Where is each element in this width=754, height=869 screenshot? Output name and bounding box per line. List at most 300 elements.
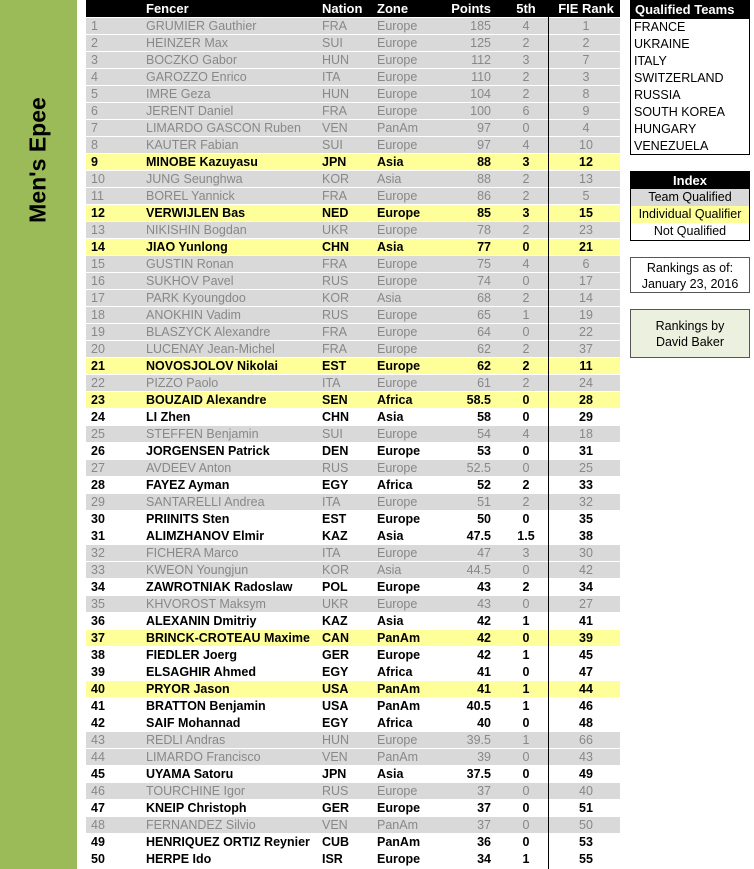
table-row — [86, 697, 620, 714]
row-fie-rank: 28 — [579, 393, 593, 407]
row-rank: 18 — [91, 308, 105, 322]
row-points: 58.5 — [466, 393, 491, 407]
row-fifth: 0 — [522, 767, 530, 781]
table-row — [86, 731, 620, 748]
row-nation: ITA — [322, 495, 341, 509]
row-nation: HUN — [322, 53, 350, 67]
row-fencer-name: ANOKHIN Vadim — [146, 308, 241, 322]
row-rank: 23 — [91, 393, 105, 407]
row-fencer-name: GUSTIN Ronan — [146, 257, 234, 271]
row-rank: 39 — [91, 665, 105, 679]
table-row — [86, 510, 620, 527]
row-fie-rank: 33 — [579, 478, 593, 492]
row-fifth: 0 — [522, 410, 530, 424]
row-zone: PanAm — [377, 750, 418, 764]
row-fencer-name: NIKISHIN Bogdan — [146, 223, 247, 237]
row-fencer-name: SAIF Mohannad — [146, 716, 241, 730]
row-points: 77 — [477, 240, 491, 254]
row-rank: 31 — [91, 529, 105, 543]
row-fie-rank: 42 — [579, 563, 593, 577]
row-nation: JPN — [322, 767, 347, 781]
row-fie-rank: 25 — [579, 461, 593, 475]
row-fie-rank: 5 — [582, 189, 590, 203]
row-fifth: 4 — [522, 427, 530, 441]
qualified-team-item: ITALY — [634, 54, 667, 68]
row-fifth: 3 — [522, 53, 530, 67]
row-fie-rank: 50 — [579, 818, 593, 832]
row-fencer-name: SANTARELLI Andrea — [146, 495, 265, 509]
row-fencer-name: GRUMIER Gauthier — [146, 19, 257, 33]
row-points: 41 — [477, 665, 491, 679]
row-fie-rank: 4 — [582, 121, 590, 135]
row-points: 37 — [477, 818, 491, 832]
row-rank: 14 — [91, 240, 105, 254]
row-zone: Europe — [377, 852, 421, 866]
row-points: 42 — [477, 648, 491, 662]
table-row — [86, 51, 620, 68]
index-item: Not Qualified — [631, 223, 749, 240]
row-zone: Europe — [377, 733, 418, 747]
row-points: 43 — [477, 580, 491, 594]
row-zone: PanAm — [377, 121, 418, 135]
row-rank: 36 — [91, 614, 105, 628]
row-fencer-name: PIZZO Paolo — [146, 376, 219, 390]
row-nation: CAN — [322, 631, 350, 645]
table-row — [86, 153, 620, 170]
table-row — [86, 119, 620, 136]
row-nation: GER — [322, 801, 350, 815]
row-fencer-name: JUNG Seunghwa — [146, 172, 243, 186]
row-fifth: 0 — [522, 665, 530, 679]
row-fifth: 1 — [522, 648, 530, 662]
qualified-teams-panel — [630, 0, 750, 155]
index-item: Team Qualified — [631, 189, 749, 206]
row-points: 100 — [470, 104, 491, 118]
row-fie-rank: 18 — [579, 427, 593, 441]
row-fencer-name: BOREL Yannick — [146, 189, 235, 203]
row-fifth: 3 — [522, 206, 530, 220]
row-points: 110 — [471, 70, 491, 84]
row-rank: 21 — [91, 359, 105, 373]
row-zone: Asia — [377, 291, 402, 305]
table-row — [86, 782, 620, 799]
row-fencer-name: BRINCK-CROTEAU Maxime — [146, 631, 310, 645]
row-rank: 11 — [91, 189, 104, 203]
qualified-teams-title: Qualified Teams — [631, 1, 749, 19]
row-zone: Europe — [377, 376, 418, 390]
row-rank: 32 — [91, 546, 105, 560]
row-points: 42 — [477, 631, 491, 645]
row-fencer-name: AVDEEV Anton — [146, 461, 232, 475]
row-nation: ITA — [322, 70, 341, 84]
row-zone: Europe — [377, 359, 421, 373]
row-fie-rank: 9 — [582, 104, 590, 118]
row-fie-rank: 40 — [579, 784, 593, 798]
row-fie-rank: 29 — [579, 410, 593, 424]
table-row — [86, 272, 620, 289]
rankings-date-value: January 23, 2016 — [641, 277, 739, 291]
row-points: 88 — [477, 155, 491, 169]
row-fifth: 0 — [522, 461, 530, 475]
table-row — [86, 680, 620, 697]
row-zone: Europe — [377, 87, 418, 101]
row-zone: Europe — [377, 53, 418, 67]
row-nation: ITA — [322, 546, 341, 560]
row-rank: 34 — [91, 580, 105, 594]
row-rank: 17 — [91, 291, 105, 305]
index-item: Individual Qualifier — [631, 206, 749, 223]
table-row — [86, 663, 620, 680]
row-nation: FRA — [322, 325, 347, 339]
row-fencer-name: PRIINITS Sten — [146, 512, 230, 526]
table-row — [86, 187, 620, 204]
row-nation: USA — [322, 682, 349, 696]
row-rank: 16 — [91, 274, 105, 288]
row-nation: HUN — [322, 733, 350, 747]
row-fifth: 2 — [522, 580, 530, 594]
row-fie-rank: 31 — [579, 444, 593, 458]
row-nation: EST — [322, 512, 347, 526]
row-fencer-name: ALEXANIN Dmitriy — [146, 614, 257, 628]
row-zone: PanAm — [377, 631, 421, 645]
row-points: 75 — [477, 257, 491, 271]
row-zone: Asia — [377, 172, 402, 186]
row-fifth: 0 — [522, 784, 530, 798]
row-zone: Europe — [377, 325, 418, 339]
row-nation: CHN — [322, 240, 350, 254]
row-points: 52.5 — [466, 461, 491, 475]
row-fencer-name: LUCENAY Jean-Michel — [146, 342, 275, 356]
table-row — [86, 748, 620, 765]
row-rank: 40 — [91, 682, 105, 696]
row-fie-rank: 10 — [579, 138, 593, 152]
row-zone: Africa — [377, 393, 413, 407]
row-fie-rank: 27 — [579, 597, 593, 611]
row-points: 40.5 — [466, 699, 491, 713]
row-fie-rank: 32 — [579, 495, 593, 509]
index-title: Index — [631, 172, 749, 189]
row-zone: Europe — [377, 36, 418, 50]
table-row — [86, 255, 620, 272]
row-fifth: 2 — [522, 172, 530, 186]
table-row — [86, 442, 620, 459]
row-rank: 28 — [91, 478, 105, 492]
header-fie-rank: FIE Rank — [558, 1, 614, 16]
row-points: 51 — [477, 495, 491, 509]
rankings-author-label: Rankings by — [655, 319, 725, 333]
row-nation: EGY — [322, 716, 349, 730]
row-nation: EGY — [322, 665, 349, 679]
header-points: Points — [451, 1, 491, 16]
row-zone: Asia — [377, 529, 404, 543]
row-fie-rank: 38 — [579, 529, 593, 543]
row-fencer-name: JORGENSEN Patrick — [146, 444, 270, 458]
row-nation: FRA — [322, 257, 347, 271]
row-points: 112 — [471, 53, 491, 67]
row-zone: Europe — [377, 189, 418, 203]
row-fie-rank: 51 — [579, 801, 593, 815]
row-rank: 42 — [91, 716, 105, 730]
row-rank: 7 — [91, 121, 98, 135]
row-zone: Europe — [377, 580, 421, 594]
table-row — [86, 850, 620, 867]
row-rank: 30 — [91, 512, 105, 526]
row-fie-rank: 2 — [582, 36, 590, 50]
row-fifth: 3 — [522, 155, 530, 169]
row-rank: 27 — [91, 461, 105, 475]
row-points: 85 — [477, 206, 491, 220]
row-nation: KOR — [322, 172, 350, 186]
row-points: 65 — [477, 308, 491, 322]
row-fie-rank: 53 — [579, 835, 593, 849]
row-nation: KAZ — [322, 529, 348, 543]
row-zone: Europe — [377, 546, 418, 560]
row-nation: UKR — [322, 223, 349, 237]
row-rank: 33 — [91, 563, 105, 577]
table-row — [86, 68, 620, 85]
row-zone: Europe — [377, 206, 421, 220]
row-rank: 41 — [91, 699, 105, 713]
row-fencer-name: ALIMZHANOV Elmir — [146, 529, 265, 543]
row-fifth: 1 — [522, 699, 530, 713]
row-fencer-name: ZAWROTNIAK Radoslaw — [146, 580, 293, 594]
row-zone: Asia — [377, 410, 404, 424]
table-row — [86, 816, 620, 833]
row-nation: SUI — [322, 138, 343, 152]
row-zone: Europe — [377, 274, 418, 288]
table-row — [86, 459, 620, 476]
row-zone: Europe — [377, 138, 418, 152]
row-points: 61 — [477, 376, 491, 390]
row-fencer-name: LIMARDO Francisco — [146, 750, 261, 764]
row-fie-rank: 24 — [579, 376, 593, 390]
row-points: 42 — [477, 614, 491, 628]
sidebar — [0, 0, 77, 869]
row-fie-rank: 11 — [579, 359, 593, 373]
row-rank: 15 — [91, 257, 105, 271]
row-points: 37 — [477, 784, 491, 798]
table-row — [86, 612, 620, 629]
row-zone: Asia — [377, 563, 402, 577]
row-rank: 13 — [91, 223, 105, 237]
row-fie-rank: 6 — [582, 257, 590, 271]
rankings-author-box — [630, 309, 750, 358]
row-fifth: 4 — [522, 138, 530, 152]
row-fifth: 0 — [522, 818, 530, 832]
column-divider — [548, 0, 549, 869]
row-rank: 45 — [91, 767, 105, 781]
row-fie-rank: 55 — [579, 852, 593, 866]
row-fencer-name: BOCZKO Gabor — [146, 53, 237, 67]
row-zone: PanAm — [377, 699, 421, 713]
row-fifth: 1 — [522, 308, 530, 322]
table-row — [86, 646, 620, 663]
table-row — [86, 799, 620, 816]
row-zone: Europe — [377, 19, 418, 33]
row-nation: SEN — [322, 393, 348, 407]
row-fifth: 2 — [522, 70, 530, 84]
row-fie-rank: 48 — [579, 716, 593, 730]
row-fifth: 2 — [522, 223, 530, 237]
row-rank: 37 — [91, 631, 105, 645]
row-fifth: 0 — [522, 393, 530, 407]
row-zone: Europe — [377, 495, 418, 509]
row-fifth: 0 — [522, 325, 530, 339]
row-zone: Europe — [377, 444, 421, 458]
rankings-table — [86, 0, 620, 867]
row-fencer-name: ELSAGHIR Ahmed — [146, 665, 256, 679]
rankings-author-name: David Baker — [655, 335, 725, 349]
table-row — [86, 578, 620, 595]
qualified-team-item: SOUTH KOREA — [634, 105, 725, 119]
row-rank: 35 — [91, 597, 105, 611]
header-fifth: 5th — [516, 1, 536, 16]
row-fie-rank: 47 — [579, 665, 593, 679]
row-fie-rank: 15 — [579, 206, 593, 220]
row-points: 40 — [477, 716, 491, 730]
row-points: 104 — [470, 87, 491, 101]
row-fencer-name: MINOBE Kazuyasu — [146, 155, 258, 169]
table-row — [86, 476, 620, 493]
row-rank: 22 — [91, 376, 105, 390]
row-zone: Asia — [377, 614, 404, 628]
row-fifth: 1 — [522, 682, 530, 696]
table-body — [86, 17, 620, 867]
row-fie-rank: 19 — [579, 308, 593, 322]
header-zone: Zone — [377, 1, 409, 16]
row-fencer-name: TOURCHINE Igor — [146, 784, 246, 798]
row-fifth: 4 — [522, 257, 530, 271]
row-zone: Africa — [377, 716, 413, 730]
row-points: 52 — [477, 478, 491, 492]
row-nation: FRA — [322, 104, 347, 118]
row-zone: Europe — [377, 223, 418, 237]
qualified-team-item: SWITZERLAND — [634, 71, 724, 85]
table-row — [86, 306, 620, 323]
row-zone: Europe — [377, 648, 421, 662]
table-row — [86, 323, 620, 340]
table-row — [86, 561, 620, 578]
row-fie-rank: 12 — [579, 155, 593, 169]
row-fifth: 0 — [522, 240, 530, 254]
row-fie-rank: 21 — [579, 240, 593, 254]
row-fie-rank: 41 — [579, 614, 593, 628]
row-rank: 3 — [91, 53, 98, 67]
sidebar-title: Men's Epee — [24, 97, 51, 223]
row-zone: PanAm — [377, 835, 421, 849]
table-row — [86, 204, 620, 221]
row-points: 62 — [477, 359, 491, 373]
row-fifth: 6 — [522, 104, 530, 118]
row-rank: 47 — [91, 801, 105, 815]
row-fifth: 2 — [522, 342, 530, 356]
row-fifth: 0 — [522, 444, 530, 458]
table-row — [86, 544, 620, 561]
row-nation: NED — [322, 206, 349, 220]
row-fifth: 2 — [522, 189, 530, 203]
row-fencer-name: NOVOSJOLOV Nikolai — [146, 359, 278, 373]
row-nation: RUS — [322, 274, 349, 288]
row-points: 50 — [477, 512, 491, 526]
row-fifth: 1 — [522, 614, 530, 628]
row-nation: FRA — [322, 19, 347, 33]
table-row — [86, 527, 620, 544]
row-fencer-name: IMRE Geza — [146, 87, 211, 101]
row-fie-rank: 8 — [582, 87, 590, 101]
row-points: 34 — [477, 852, 491, 866]
table-row — [86, 391, 620, 408]
row-fencer-name: FICHERA Marco — [146, 546, 239, 560]
header-nation: Nation — [322, 1, 363, 16]
row-fencer-name: HERPE Ido — [146, 852, 212, 866]
row-fifth: 2 — [522, 87, 530, 101]
table-row — [86, 85, 620, 102]
row-fie-rank: 37 — [579, 342, 593, 356]
row-nation: RUS — [322, 461, 349, 475]
row-fencer-name: BLASZYCK Alexandre — [146, 325, 271, 339]
row-nation: HUN — [322, 87, 350, 101]
row-fencer-name: KAUTER Fabian — [146, 138, 239, 152]
row-points: 37 — [477, 801, 491, 815]
row-rank: 10 — [91, 172, 105, 186]
row-fifth: 2 — [522, 36, 530, 50]
row-nation: DEN — [322, 444, 349, 458]
table-row — [86, 629, 620, 646]
row-nation: POL — [322, 580, 348, 594]
row-zone: Europe — [377, 461, 418, 475]
row-fencer-name: LI Zhen — [146, 410, 191, 424]
row-fifth: 0 — [522, 563, 530, 577]
row-nation: KAZ — [322, 614, 348, 628]
row-points: 58 — [477, 410, 491, 424]
row-zone: Europe — [377, 70, 418, 84]
row-nation: SUI — [322, 427, 343, 441]
qualified-team-item: HUNGARY — [634, 122, 697, 136]
row-zone: Africa — [377, 478, 413, 492]
row-points: 185 — [470, 19, 491, 33]
row-fencer-name: BOUZAID Alexandre — [146, 393, 267, 407]
row-points: 37.5 — [466, 767, 491, 781]
row-zone: Africa — [377, 665, 413, 679]
row-fie-rank: 7 — [582, 53, 590, 67]
row-rank: 50 — [91, 852, 105, 866]
row-fencer-name: JERENT Daniel — [146, 104, 234, 118]
row-rank: 19 — [91, 325, 105, 339]
row-fencer-name: HENRIQUEZ ORTIZ Reynier — [146, 835, 310, 849]
row-rank: 26 — [91, 444, 105, 458]
row-zone: Europe — [377, 597, 418, 611]
row-rank: 12 — [91, 206, 105, 220]
qualified-team-item: UKRAINE — [634, 37, 690, 51]
table-row — [86, 136, 620, 153]
row-fifth: 1.5 — [517, 529, 535, 543]
row-fencer-name: STEFFEN Benjamin — [146, 427, 259, 441]
row-zone: Europe — [377, 342, 418, 356]
row-fie-rank: 34 — [579, 580, 593, 594]
row-rank: 49 — [91, 835, 105, 849]
row-nation: CHN — [322, 410, 350, 424]
row-fencer-name: UYAMA Satoru — [146, 767, 234, 781]
qualified-teams-list — [631, 19, 749, 155]
table-row — [86, 170, 620, 187]
row-points: 47 — [477, 546, 491, 560]
row-rank: 4 — [91, 70, 98, 84]
row-fie-rank: 39 — [579, 631, 593, 645]
row-nation: ITA — [322, 376, 341, 390]
row-fie-rank: 1 — [582, 19, 590, 33]
row-points: 78 — [477, 223, 491, 237]
row-fie-rank: 22 — [579, 325, 593, 339]
